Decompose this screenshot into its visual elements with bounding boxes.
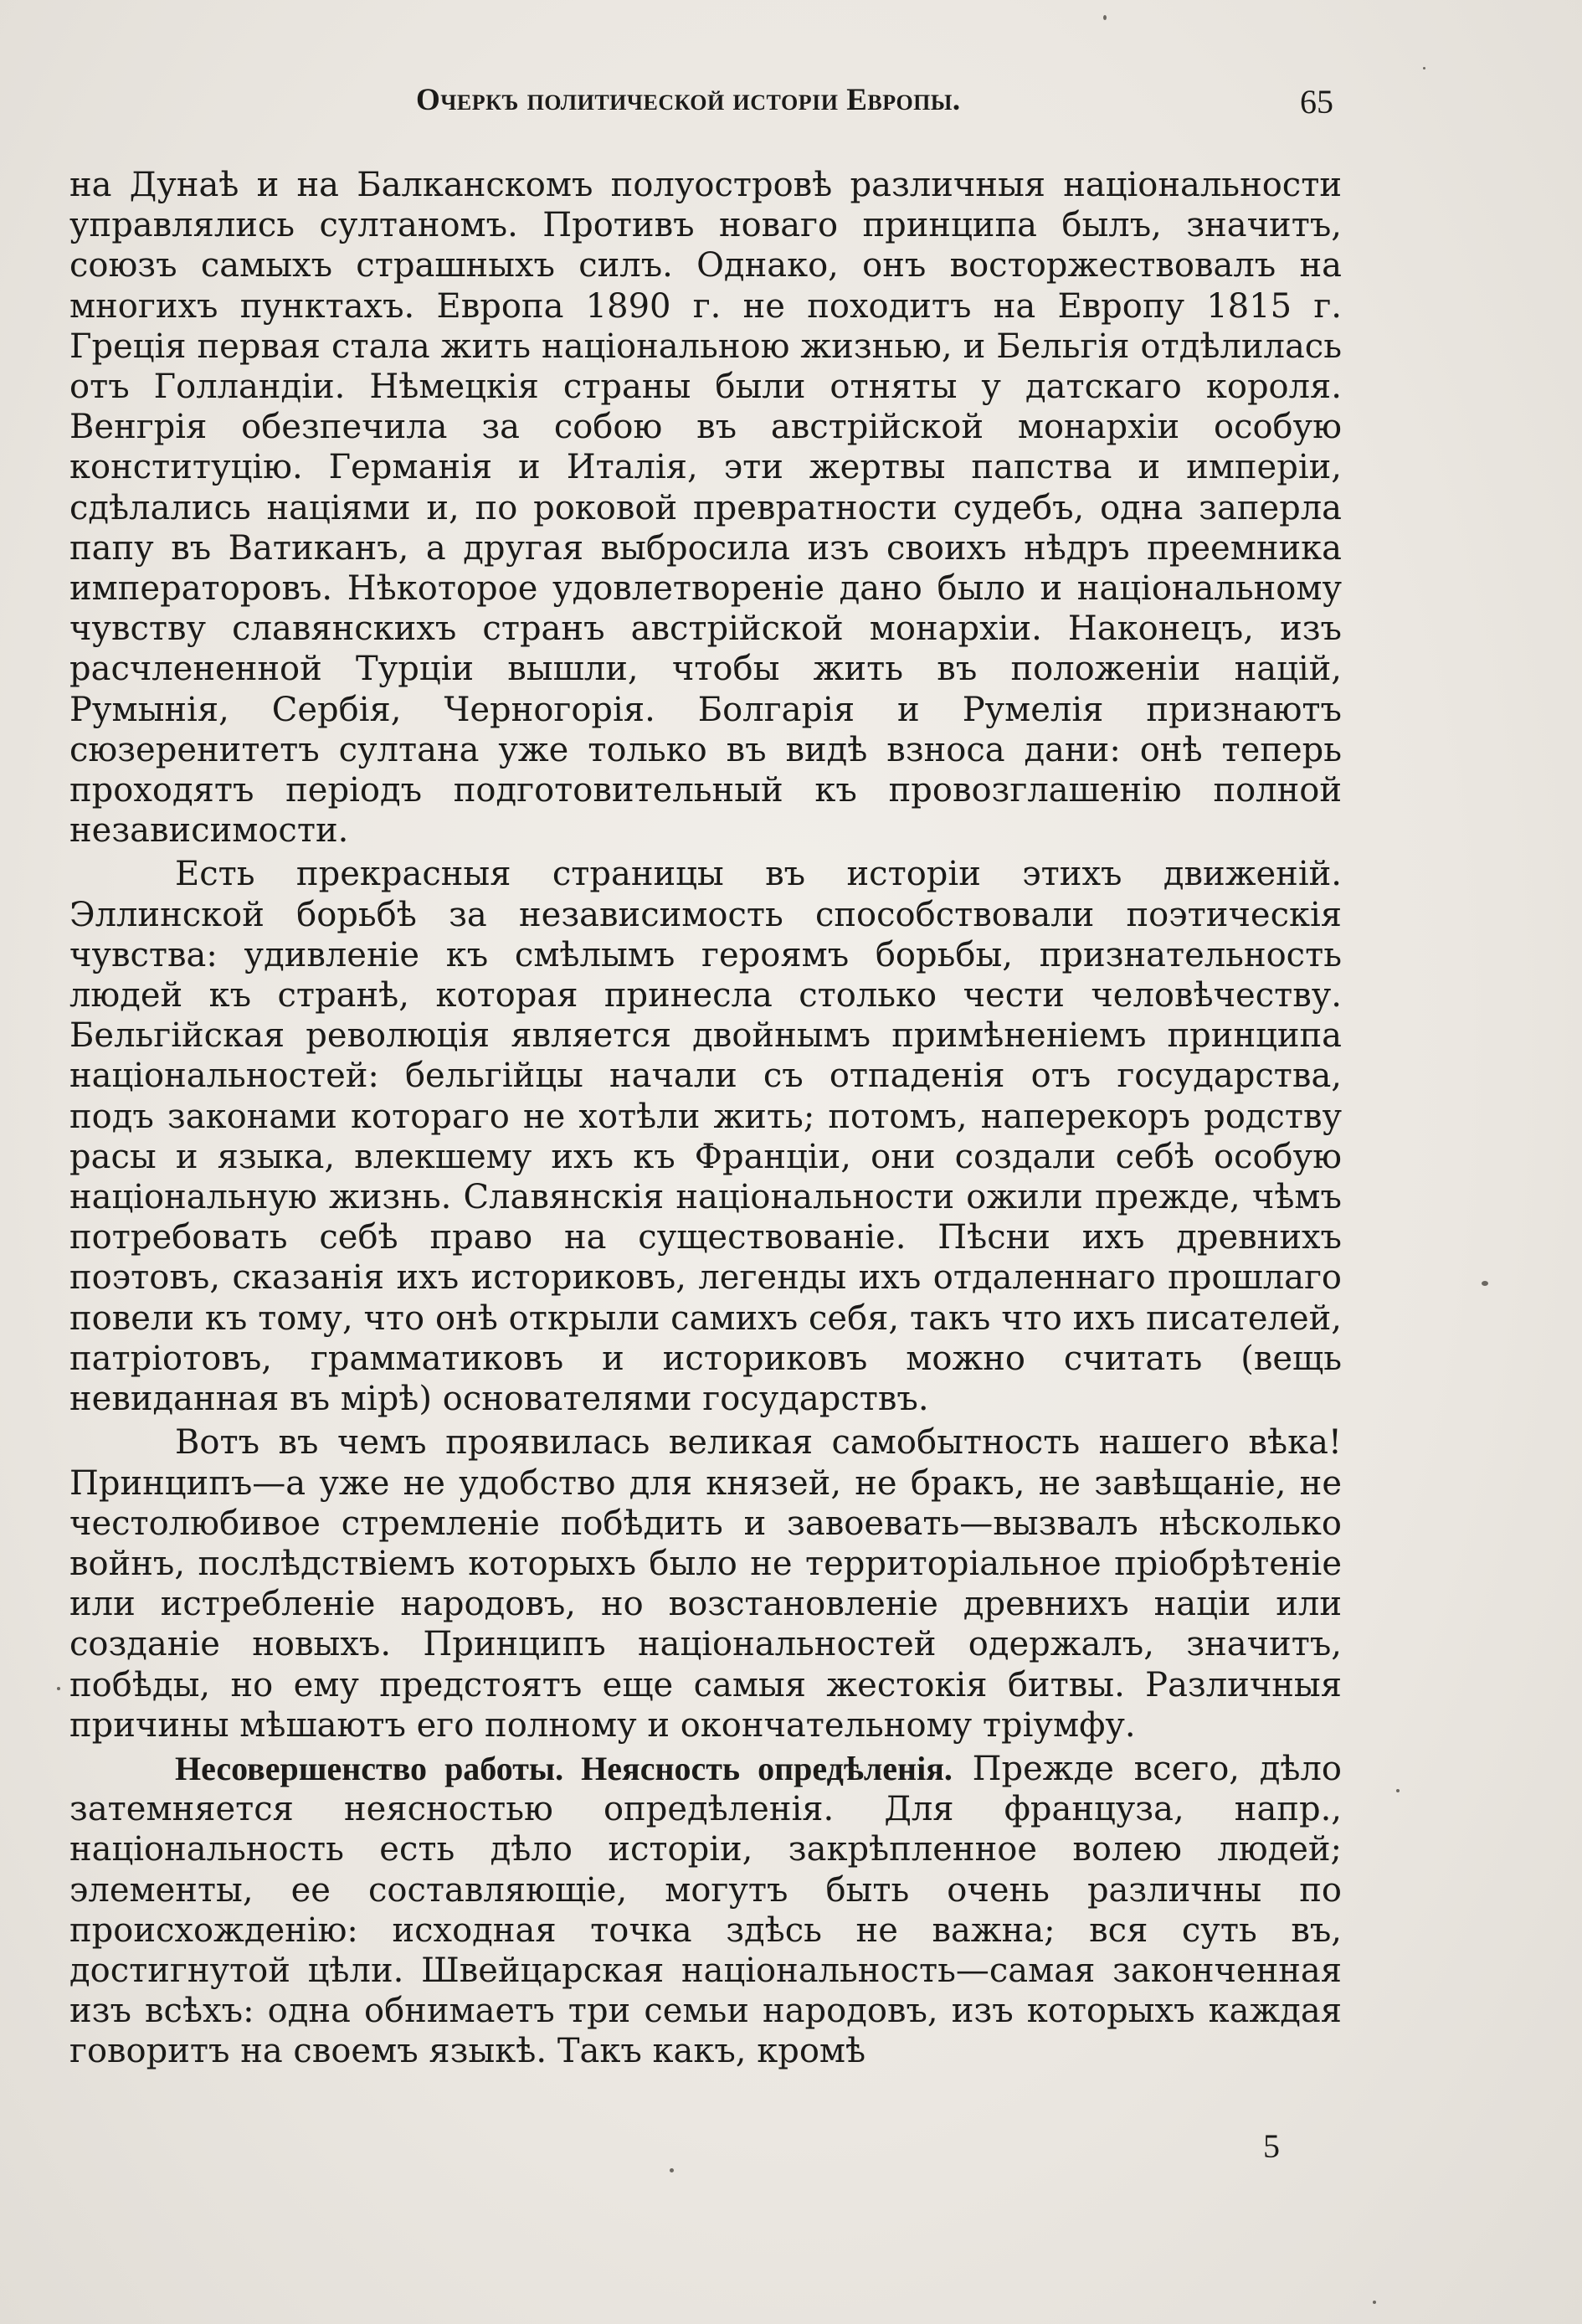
section-heading: Несовершенство работы. Неясность опредѣленія. (175, 1749, 953, 1787)
page-number: 65 (1300, 83, 1333, 121)
paper-speck (1373, 2301, 1376, 2304)
paragraph-1: на Дунаѣ и на Балканскомъ полуостровѣ различныя національности управлялись султаномъ. Противъ новаго принципа былъ, значитъ, союзъ самыхъ страшныхъ силъ. Однако, онъ восторжествовалъ на многихъ пунктахъ. Европа 1890 г. не походитъ на Европу 1815 г. Грецiя первая стала жить національною жизнью, и Бельгія отдѣлилась отъ Голландіи. Нѣмецкія страны были отняты у датскаго короля. Венгрія обезпечила за собою въ австрійской монархіи особую конституцію. Германія и Италія, эти жертвы папства и имперіи, сдѣлались націями и, по роковой превратности судебъ, одна заперла папу въ Ватиканъ, а другая выбросила изъ своихъ нѣдръ преемника императоровъ. Нѣкоторое удовлетвореніе дано было и національному чувству славянскихъ странъ австрійской монархіи. Наконецъ, изъ расчлененной Турціи вышли, чтобы жить въ положеніи націй, Румынія, Сербія, Черногорія. Болгарія и Румелія признаютъ сюзеренитетъ султана уже только въ видѣ взноса дани: онѣ теперь проходятъ періодъ подготовительный къ провозглашенію полной независимости. (69, 166, 1342, 851)
paragraph-3: Вотъ въ чемъ проявилась великая самобытность нашего вѣка! Принципъ—а уже не удобство для князей, не бракъ, не завѣщаніе, не честолюбивое стремленіе побѣдить и завоевать—вызвалъ нѣсколько войнъ, послѣдствіемъ которыхъ было не территоріальное пріобрѣтеніе или истребленіе народовъ, но возстановленіе древнихъ націи или созданіе новыхъ. Принципъ національностей одержалъ, значитъ, побѣды, но ему предстоятъ еще самыя жестокія битвы. Различныя причины мѣшаютъ его полному и окончательному тріумфу. (69, 1423, 1342, 1745)
paper-speck (1482, 1281, 1488, 1286)
page-header (0, 82, 1582, 132)
body-text (69, 165, 1342, 2075)
paper-speck (670, 2168, 674, 2172)
paragraph-2: Есть прекрасныя страницы въ исторіи этихъ движеній. Эллинской борьбѣ за независимость способствовали поэтическія чувства: удивленіе къ смѣлымъ героямъ борьбы, признательность людей къ странѣ, которая принесла столько чести человѣчеству. Бельгійская революція является двойнымъ примѣненіемъ принципа національностей: бельгійцы начали съ отпаденія отъ государства, подъ законами котораго не хотѣли жить; потомъ, наперекоръ родству расы и языка, влекшему ихъ къ Франціи, они создали себѣ особую національную жизнь. Славянскія національности ожили прежде, чѣмъ потребовать себѣ право на существованіе. Пѣсни ихъ древнихъ поэтовъ, сказанія ихъ историковъ, легенды ихъ отдаленнаго прошлаго повели къ тому, что онѣ открыли самихъ себя, такъ что ихъ писателей, патріотовъ, грамматиковъ и историковъ можно считать (вещь невиданная въ мірѣ) основателями государствъ. (69, 855, 1342, 1419)
paper-speck (1396, 1789, 1400, 1792)
printer-signature: 5 (1263, 2127, 1280, 2165)
paper-speck (57, 1687, 60, 1690)
paper-speck (1103, 15, 1107, 20)
section-text: Прежде всего, дѣло затемняется неясностью опредѣленія. Для француза, напр., національность есть дѣло исторіи, закрѣпленное волею людей; элементы, ее составляющіе, могутъ быть очень различны по происхожденію: исходная точка здѣсь не важна; вся суть въ, достигнутой цѣли. Швейцарская національность—самая законченная изъ всѣхъ: одна обнимаетъ три семьи народовъ, изъ которыхъ каждая говоритъ на своемъ языкѣ. Такъ какъ, кромѣ (69, 1749, 1343, 2071)
paper-speck (1423, 67, 1425, 69)
section-paragraph (69, 1749, 1342, 2072)
running-title: Очеркъ политической исторіи Европы. (416, 83, 961, 117)
